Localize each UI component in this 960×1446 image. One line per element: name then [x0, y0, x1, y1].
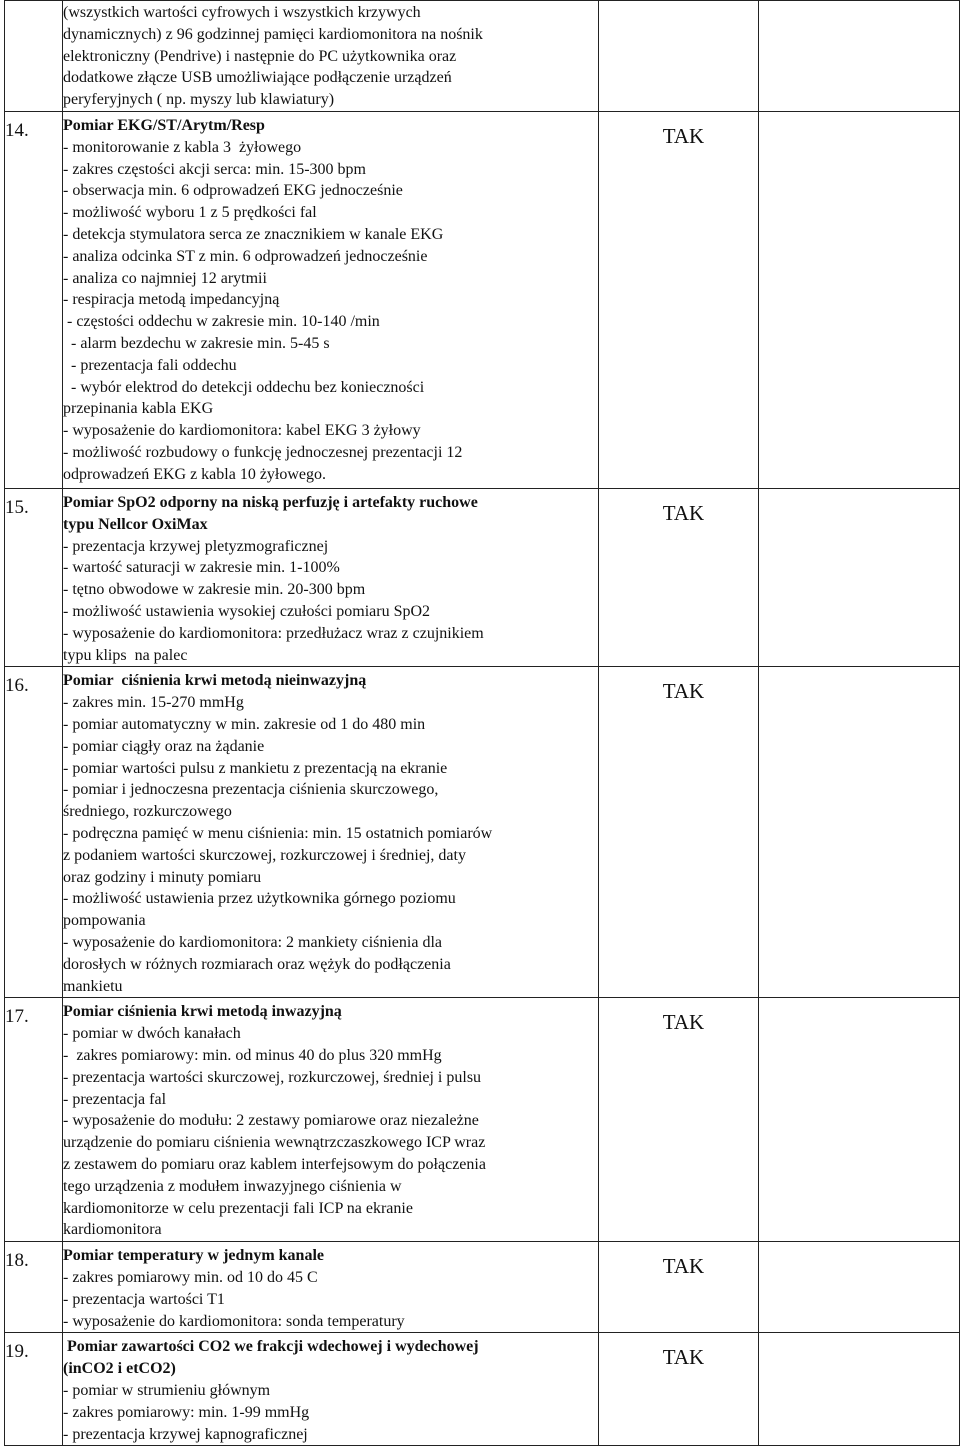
requirement-description-cell	[63, 998, 599, 1242]
requirement-line: przepinania kabla EKG	[63, 400, 214, 418]
answer-value: TAK	[662, 123, 705, 148]
requirement-heading: typu Nellcor OxiMax	[63, 515, 208, 533]
answer-cell	[599, 111, 759, 488]
requirement-line: - wyposażenie do kardiomonitora: przedłużacz wraz z czujnikiem	[63, 624, 484, 642]
answer-value: TAK	[662, 1254, 705, 1279]
requirement-line: - zakres pomiarowy min. od 10 do 45 C	[63, 1268, 318, 1286]
requirement-line: z podaniem wartości skurczowej, rozkurczowej i średniej, daty	[63, 846, 466, 864]
item-number-cell	[5, 1333, 63, 1446]
item-number-cell	[5, 111, 63, 488]
offered-parameters-cell	[759, 1, 960, 112]
requirement-line: peryferyjnych ( np. myszy lub klawiatury)	[63, 91, 335, 109]
requirement-heading: Pomiar temperatury w jednym kanale	[63, 1247, 324, 1265]
answer-cell	[599, 1242, 759, 1333]
item-number: 14.	[5, 119, 29, 141]
spec-row	[5, 1, 960, 112]
requirement-line: typu klips na palec	[63, 646, 188, 664]
requirement-line: z zestawem do pomiaru oraz kablem interfejsowym do połączenia	[63, 1155, 486, 1173]
requirement-line: - pomiar i jednoczesna prezentacja ciśnienia skurczowego,	[63, 781, 439, 799]
item-number-cell	[5, 488, 63, 666]
requirement-line: - możliwość ustawienia wysokiej czułości pomiaru SpO2	[63, 602, 431, 620]
answer-value: TAK	[662, 679, 705, 704]
requirement-heading: Pomiar ciśnienia krwi metodą inwazyjną	[63, 1003, 342, 1021]
requirement-line: - pomiar ciągły oraz na żądanie	[63, 737, 265, 755]
answer-value: TAK	[662, 500, 705, 525]
requirement-line: - wyposażenie do kardiomonitora: sonda temperatury	[63, 1312, 405, 1330]
item-number: 17.	[5, 1006, 29, 1028]
requirement-line: - możliwość wyboru 1 z 5 prędkości fal	[63, 204, 317, 222]
requirement-heading: Pomiar SpO2 odporny na niską perfuzję i artefakty ruchowe	[63, 493, 478, 511]
requirement-line: - częstości oddechu w zakresie min. 10-140 /min	[63, 313, 380, 331]
requirement-line: dynamicznych) z 96 godzinnej pamięci kardiomonitora na nośnik	[63, 25, 483, 43]
requirement-description-cell	[63, 1, 599, 112]
requirement-line: oraz godziny i minuty pomiaru	[63, 868, 262, 886]
offered-parameters-cell	[759, 1242, 960, 1333]
requirement-line: - pomiar wartości pulsu z mankietu z prezentacją na ekranie	[63, 759, 448, 777]
requirement-line: - zakres pomiarowy: min. od minus 40 do plus 320 mmHg	[63, 1046, 442, 1064]
answer-cell	[599, 1, 759, 112]
answer-value: TAK	[662, 1345, 705, 1370]
offered-parameters-cell	[759, 111, 960, 488]
requirement-line: elektroniczny (Pendrive) i następnie do PC użytkownika oraz	[63, 47, 457, 65]
requirement-line: - wyposażenie do kardiomonitora: kabel EKG 3 żyłowy	[63, 422, 421, 440]
offered-parameters-cell	[759, 1333, 960, 1446]
item-number: 16.	[5, 675, 29, 697]
requirement-line: - pomiar automatyczny w min. zakresie od 1 do 480 min	[63, 715, 426, 733]
requirement-line: - możliwość rozbudowy o funkcję jednoczesnej prezentacji 12	[63, 443, 463, 461]
requirement-line: (wszystkich wartości cyfrowych i wszystkich krzywych	[63, 4, 421, 21]
requirement-line: - wyposażenie do kardiomonitora: 2 mankiety ciśnienia dla	[63, 933, 442, 951]
requirement-line: dorosłych w różnych rozmiarach oraz wężyk do podłączenia	[63, 955, 451, 973]
requirement-line: mankietu	[63, 977, 123, 995]
spec-row	[5, 1333, 960, 1446]
item-number-cell	[5, 1242, 63, 1333]
requirement-description-cell	[63, 488, 599, 666]
requirement-line: - zakres pomiarowy: min. 1-99 mmHg	[63, 1403, 310, 1421]
answer-cell	[599, 667, 759, 998]
item-number-cell	[5, 998, 63, 1242]
requirement-description-cell	[63, 667, 599, 998]
spec-row	[5, 1242, 960, 1333]
requirement-line: - analiza co najmniej 12 arytmii	[63, 269, 267, 287]
requirement-line: - wyposażenie do modułu: 2 zestawy pomiarowe oraz niezależne	[63, 1112, 479, 1130]
requirement-line: - detekcja stymulatora serca ze znacznikiem w kanale EKG	[63, 225, 444, 243]
spec-row	[5, 667, 960, 998]
requirement-line: - prezentacja krzywej kapnograficznej	[63, 1425, 308, 1443]
offered-parameters-cell	[759, 488, 960, 666]
requirement-heading: (inCO2 i etCO2)	[63, 1360, 176, 1378]
requirement-line: - zakres częstości akcji serca: min. 15-300 bpm	[63, 160, 366, 178]
requirement-line: - pomiar w strumieniu głównym	[63, 1381, 271, 1399]
requirement-line: kardiomonitora	[63, 1221, 162, 1239]
offered-parameters-cell	[759, 998, 960, 1242]
spec-row	[5, 998, 960, 1242]
item-number-cell	[5, 1, 63, 112]
requirement-line: - zakres min. 15-270 mmHg	[63, 694, 244, 712]
requirement-line: - podręczna pamięć w menu ciśnienia: min. 15 ostatnich pomiarów	[63, 824, 493, 842]
item-number-cell	[5, 667, 63, 998]
requirement-line: - monitorowanie z kabla 3 żyłowego	[63, 138, 302, 156]
requirement-line: - prezentacja wartości skurczowej, rozkurczowej, średniej i pulsu	[63, 1068, 482, 1086]
offered-parameters-cell	[759, 667, 960, 998]
requirement-line: - respiracja metodą impedancyjną	[63, 291, 280, 309]
requirement-line: - prezentacja fal	[63, 1090, 167, 1108]
requirement-description-cell	[63, 111, 599, 488]
requirement-line: - tętno obwodowe w zakresie min. 20-300 bpm	[63, 581, 366, 599]
answer-cell	[599, 998, 759, 1242]
item-number: 18.	[5, 1250, 29, 1272]
item-number: 19.	[5, 1341, 29, 1363]
answer-value	[599, 1, 758, 13]
specification-table-body	[5, 1, 960, 1446]
answer-value: TAK	[662, 1010, 705, 1035]
requirement-line: tego urządzenia z modułem inwazyjnego ciśnienia w	[63, 1177, 402, 1195]
requirement-line: urządzenie do pomiaru ciśnienia wewnątrzczaszkowego ICP wraz	[63, 1134, 486, 1152]
requirement-line: odprowadzeń EKG z kabla 10 żyłowego.	[63, 465, 327, 483]
requirement-description-cell	[63, 1242, 599, 1333]
requirement-heading: Pomiar ciśnienia krwi metodą nieinwazyjną	[63, 672, 367, 690]
answer-cell	[599, 1333, 759, 1446]
requirement-line: pompowania	[63, 912, 146, 930]
requirement-line: kardiomonitorze w celu prezentacji fali ICP na ekranie	[63, 1199, 413, 1217]
requirement-line: - możliwość ustawienia przez użytkownika górnego poziomu	[63, 890, 456, 908]
spec-row	[5, 111, 960, 488]
requirement-line: - prezentacja fali oddechu	[63, 356, 237, 374]
requirement-line: - wybór elektrod do detekcji oddechu bez konieczności	[63, 378, 425, 396]
requirement-line: - wartość saturacji w zakresie min. 1-100%	[63, 559, 340, 577]
requirement-line: średniego, rozkurczowego	[63, 803, 232, 821]
requirement-line: - analiza odcinka ST z min. 6 odprowadzeń jednocześnie	[63, 247, 428, 265]
requirement-line: dodatkowe złącze USB umożliwiające podłączenie urządzeń	[63, 69, 452, 87]
specification-table	[4, 0, 960, 1446]
spec-row	[5, 488, 960, 666]
requirement-heading: Pomiar EKG/ST/Arytm/Resp	[63, 116, 265, 134]
requirement-line: - obserwacja min. 6 odprowadzeń EKG jednocześnie	[63, 182, 403, 200]
item-number	[5, 1, 62, 7]
requirement-line: - prezentacja krzywej pletyzmograficznej	[63, 537, 329, 555]
item-number: 15.	[5, 496, 29, 518]
specification-sheet	[4, 0, 960, 1443]
requirement-line: - pomiar w dwóch kanałach	[63, 1025, 241, 1043]
requirement-line: - prezentacja wartości T1	[63, 1290, 225, 1308]
requirement-description-cell	[63, 1333, 599, 1446]
answer-cell	[599, 488, 759, 666]
requirement-line: - alarm bezdechu w zakresie min. 5-45 s	[63, 334, 330, 352]
requirement-heading: Pomiar zawartości CO2 we frakcji wdechowej i wydechowej	[63, 1338, 479, 1356]
